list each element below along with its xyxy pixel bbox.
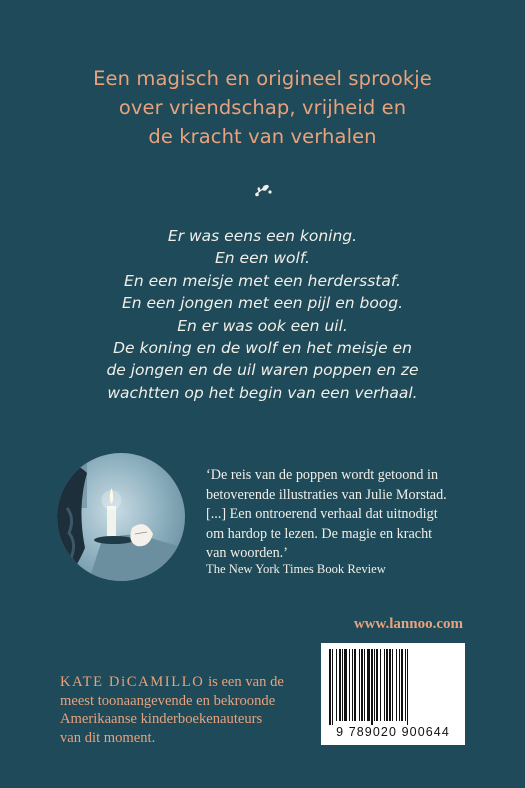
poem-line: En er was ook een uil.	[177, 316, 348, 335]
poem	[40, 225, 485, 404]
quote-line: ‘De reis van de poppen wordt getoond in	[206, 467, 439, 483]
tagline-line: Een magisch en origineel sprookje	[93, 67, 432, 90]
poem-line: de jongen en de uil waren poppen en ze	[106, 361, 419, 380]
quote-line: [...] Een ontroerend verhaal dat uitnodigt	[206, 506, 438, 522]
poem-line: En een wolf.	[215, 249, 310, 268]
poem-line: En een jongen met een pijl en boog.	[121, 294, 404, 313]
oak-leaf-ornament-icon	[253, 183, 273, 197]
author-bio-line: van dit moment.	[60, 729, 156, 746]
publisher-website[interactable]: www.lannoo.com	[353, 616, 463, 632]
isbn-barcode	[321, 643, 465, 745]
poem-line: Er was eens een koning.	[167, 227, 358, 245]
barcode-digits: 9 789020 900644	[336, 725, 450, 739]
author-bio-line: Amerikaanse kinderboekenauteurs	[60, 711, 263, 728]
tagline-line: de kracht van verhalen	[148, 125, 377, 148]
poem-line: En een meisje met een herdersstaf.	[124, 271, 401, 290]
girl-holding-candle-illustration	[57, 448, 185, 586]
author-bio-line: is een van de	[204, 674, 284, 690]
review-quote	[206, 466, 496, 564]
author-name: KATE DiCAMILLO	[60, 674, 205, 690]
quote-line: om hardop te lezen. De magie en kracht	[206, 525, 433, 542]
quote-source: The New York Times Book Review	[206, 562, 386, 576]
quote-line: van woorden.’	[206, 545, 288, 561]
author-bio-line: meest toonaangevende en bekroonde	[60, 692, 276, 709]
poem-line: wachtten op het begin van een verhaal.	[107, 383, 418, 402]
poem-line: De koning en de wolf en het meisje en	[113, 339, 412, 358]
tagline-line: over vriendschap, vrijheid en	[118, 96, 407, 119]
author-bio	[60, 673, 310, 747]
tagline	[60, 64, 465, 151]
quote-line: betoverende illustraties van Julie Morstad.	[206, 486, 447, 503]
